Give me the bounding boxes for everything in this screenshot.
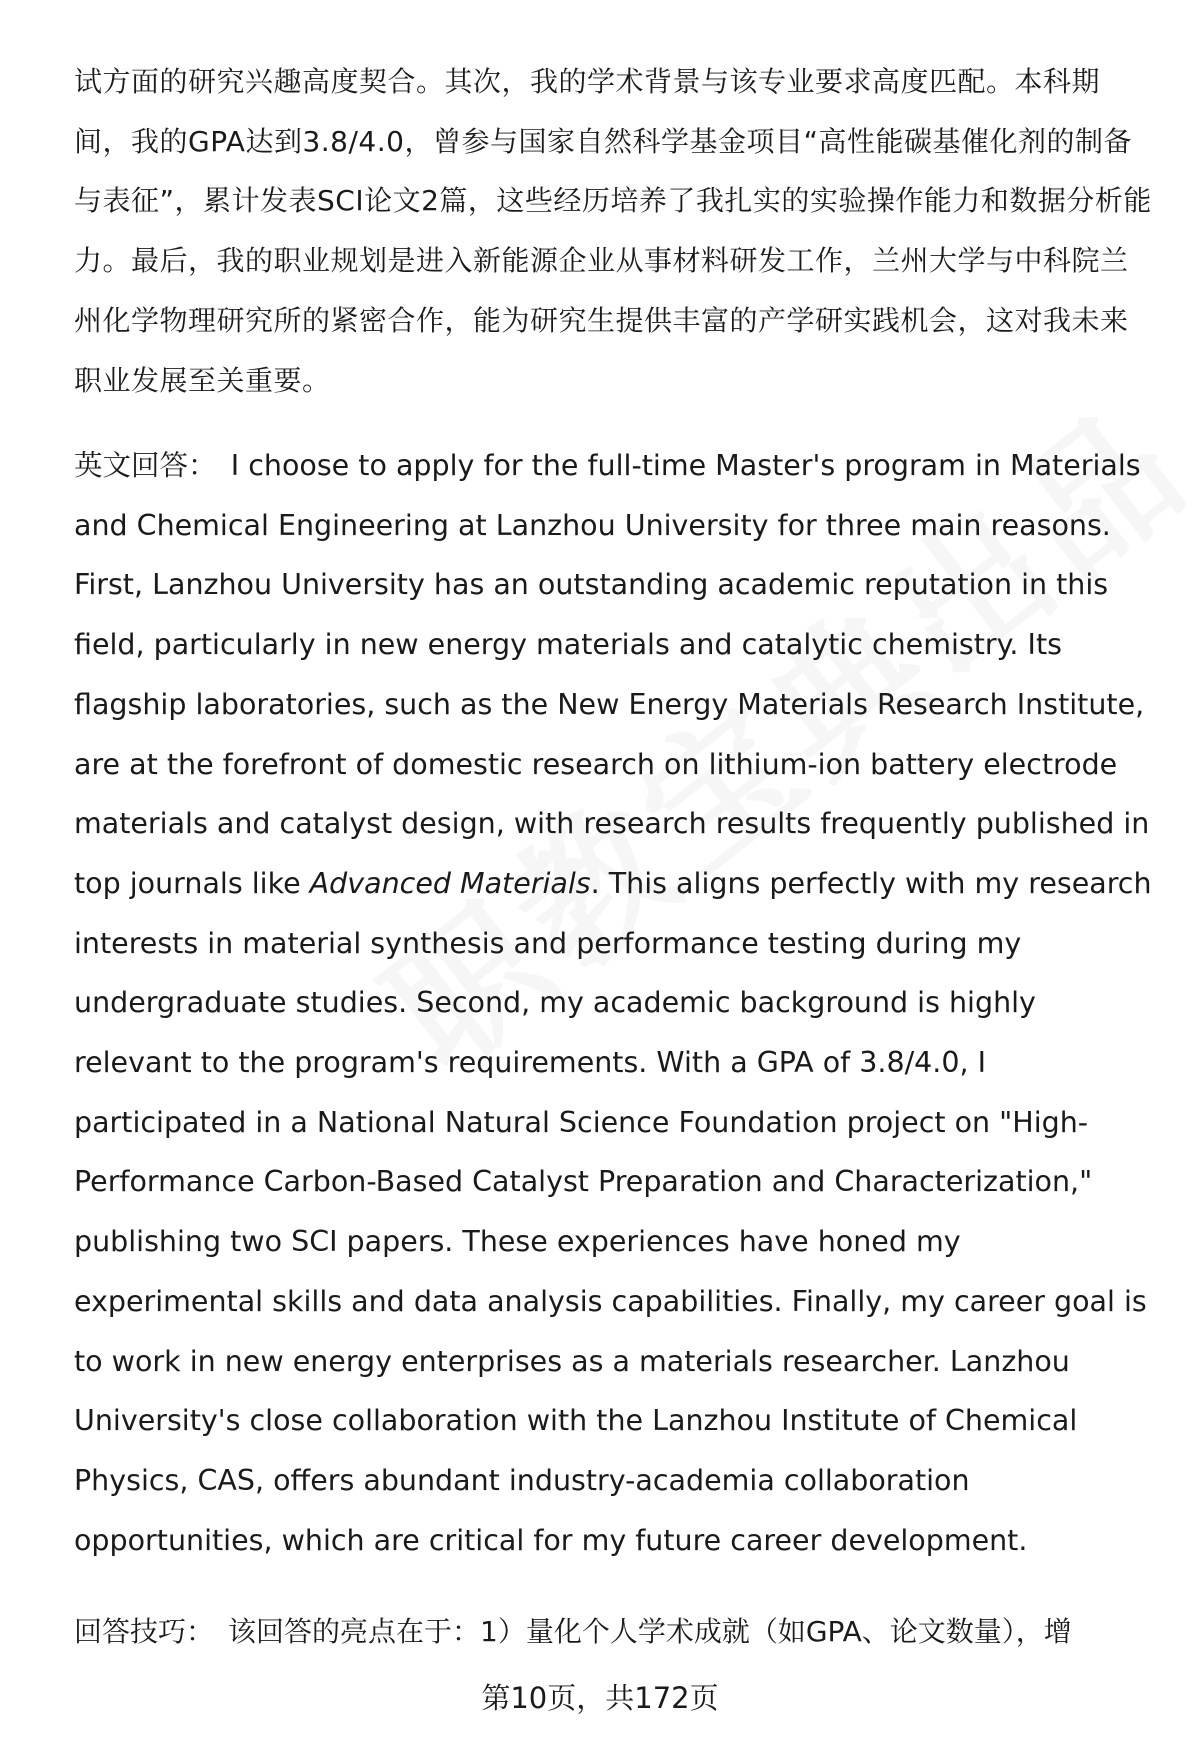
chinese-answer-paragraph: 试方面的研究兴趣高度契合。其次，我的学术背景与该专业要求高度匹配。本科期间，我的GPA达到3.8/4.0，曾参与国家自然科学基金项目“高性能碳基催化剂的制备与表征”，累计发表SCI论文2篇，这些经历培养了我扎实的实验操作能力和数据分析能力。最后，我的职业规划是进入新能源企业从事材料研发工作，兰州大学与中科院兰州化学物理研究所的紧密合作，能为研究生提供丰富的产学研实践机会，这对我未来职业发展至关重要。 xyxy=(74,65,1152,397)
journal-name: Advanced Materials xyxy=(309,866,591,900)
page-number-footer: 第10页，共172页 xyxy=(481,1681,719,1715)
english-answer-text-part1: I choose to apply for the full-time Master's program in Materials and Chemical Engineering at Lanzhou University for three main reasons. First, Lanzhou University has an outstanding academic reputation in this field, particularly in new energy materials and catalytic chemistry. Its flagship laboratories, such as the New Energy Materials Research Institute, are at the forefront of domestic research on lithium-ion battery electrode materials and catalyst design, with research results frequently published in top journals like xyxy=(74,449,1150,900)
answer-tip-paragraph xyxy=(74,1602,1154,1662)
answer-tip-label: 回答技巧： xyxy=(74,1615,215,1648)
english-answer-paragraph xyxy=(74,436,1154,1570)
english-answer-label: 英文回答： xyxy=(74,449,217,482)
english-answer-text-part2: . This aligns perfectly with my research interests in material synthesis and performance testing during my undergraduate studies. Second, my academic background is highly relevant to the program's requirements. With a GPA of 3.8/4.0, I participated in a National Natural Science Foundation project on "High-Performance Carbon-Based Catalyst Preparation and Characterization," publishing two SCI papers. These experiences have honed my experimental skills and data analysis capabilities. Finally, my career goal is to work in new energy enterprises as a materials researcher. Lanzhou University's close collaboration with the Lanzhou Institute of Chemical Physics, CAS, offers abundant industry-academia collaboration opportunities, which are critical for my future career development. xyxy=(74,866,1152,1557)
answer-tip-text: 该回答的亮点在于：1）量化个人学术成就（如GPA、论文数量），增 xyxy=(228,1615,1072,1648)
